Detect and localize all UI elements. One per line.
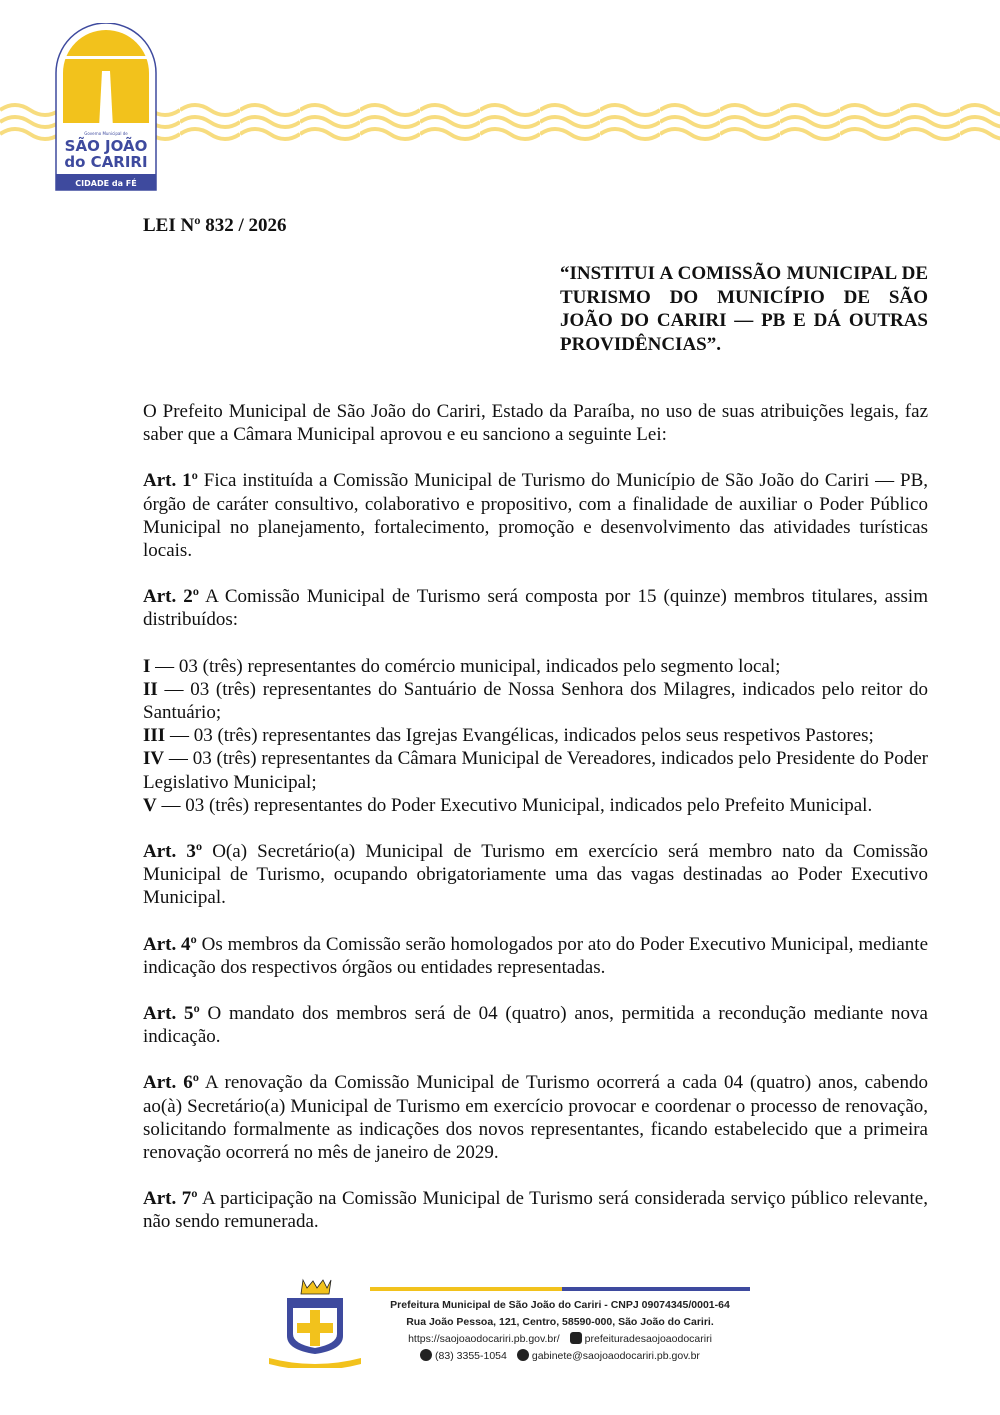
footer-web-row [408, 1331, 712, 1348]
svg-text:do CARIRI: do CARIRI [64, 153, 148, 171]
law-number: LEI Nº 832 / 2026 [143, 215, 287, 236]
article-2: Art. 2º A Comissão Municipal de Turismo será composta por 15 (quinze) membros titulares, assim distribuídos: [143, 586, 928, 631]
footer-address: Rua João Pessoa, 121, Centro, 58590-000, São João do Cariri. [406, 1316, 714, 1328]
list-item: II — 03 (três) representantes do Santuário de Nossa Senhora dos Milagres, indicados pelo reitor do Santuário; [143, 678, 928, 724]
footer-contact-row [420, 1348, 700, 1365]
law-ementa: “INSTITUI A COMISSÃO MUNICIPAL DE TURISMO DO MUNICÍPIO DE SÃO JOÃO DO CARIRI — PB E DÁ OUTRAS PROVIDÊNCIAS”. [560, 263, 928, 355]
list-item: I — 03 (três) representantes do comércio municipal, indicados pelo segmento local; [143, 655, 781, 677]
instagram-icon [570, 1332, 582, 1344]
coat-of-arms-icon [265, 1278, 365, 1368]
article-7: Art. 7º A participação na Comissão Municipal de Turismo será considerada serviço público relevante, não sendo remunerada. [143, 1188, 928, 1233]
list-item: V — 03 (três) representantes do Poder Executivo Municipal, indicados pelo Prefeito Municipal. [143, 794, 873, 816]
law-body [143, 400, 928, 1257]
municipal-logo [55, 23, 157, 191]
preamble: O Prefeito Municipal de São João do Cariri, Estado da Paraíba, no uso de suas atribuições legais, faz saber que a Câmara Municipal aprovou e eu sanciono a seguinte Lei: [143, 401, 928, 446]
article-5: Art. 5º O mandato dos membros será de 04 (quatro) anos, permitida a recondução mediante nova indicação. [143, 1003, 928, 1048]
email-link[interactable]: gabinete@saojoaodocariri.pb.gov.br [531, 1350, 700, 1362]
article-3: Art. 3º O(a) Secretário(a) Municipal de Turismo em exercício será membro nato da Comissão Municipal de Turismo, ocupando obrigatoriamente uma das vagas destinadas ao Poder Executivo Municipal. [143, 841, 928, 909]
footer-bar [370, 1287, 750, 1291]
phone-icon [420, 1349, 432, 1361]
instagram-handle[interactable]: prefeituradesaojoaodocariri [584, 1333, 712, 1345]
article-1: Art. 1º Fica instituída a Comissão Municipal de Turismo do Município de São João do Cariri — PB, órgão de caráter consultivo, colaborativo e propositivo, com a finalidade de auxiliar o Poder Público Municipal no planejamento, fortalecimento, promoção e desenvolvimento das atividades turísticas locais. [143, 470, 928, 562]
svg-text:CIDADE da FÉ: CIDADE da FÉ [75, 179, 137, 188]
footer-text-column [365, 1287, 755, 1365]
article-6: Art. 6º A renovação da Comissão Municipal de Turismo ocorrerá a cada 04 (quatro) anos, cabendo ao(à) Secretário(a) Municipal de Turismo em exercício provocar e coordenar o processo de renovação, solicitando formalmente as indicações dos novos representantes, ficando estabelecido que a primeira renovação ocorrerá no mês de janeiro de 2029. [143, 1072, 928, 1164]
svg-text:SÃO JOÃO: SÃO JOÃO [64, 137, 148, 155]
footer-institution: Prefeitura Municipal de São João do Cariri - CNPJ 09074345/0001-64 [390, 1299, 730, 1311]
email-icon [517, 1349, 529, 1361]
phone-number: (83) 3355-1054 [435, 1350, 507, 1362]
article-4: Art. 4º Os membros da Comissão serão homologados por ato do Poder Executivo Municipal, mediante indicação dos respectivos órgãos ou entidades representadas. [143, 933, 928, 978]
list-item: III — 03 (três) representantes das Igrejas Evangélicas, indicados pelos seus respetivos Pastores; [143, 725, 874, 747]
website-link[interactable]: https://saojoaodocariri.pb.gov.br/ [408, 1333, 560, 1345]
footer [265, 1278, 755, 1378]
list-item: IV — 03 (três) representantes da Câmara Municipal de Vereadores, indicados pelo Presidente do Poder Legislativo Municipal; [143, 748, 928, 793]
svg-text:Governo Municipal de: Governo Municipal de [84, 131, 128, 136]
